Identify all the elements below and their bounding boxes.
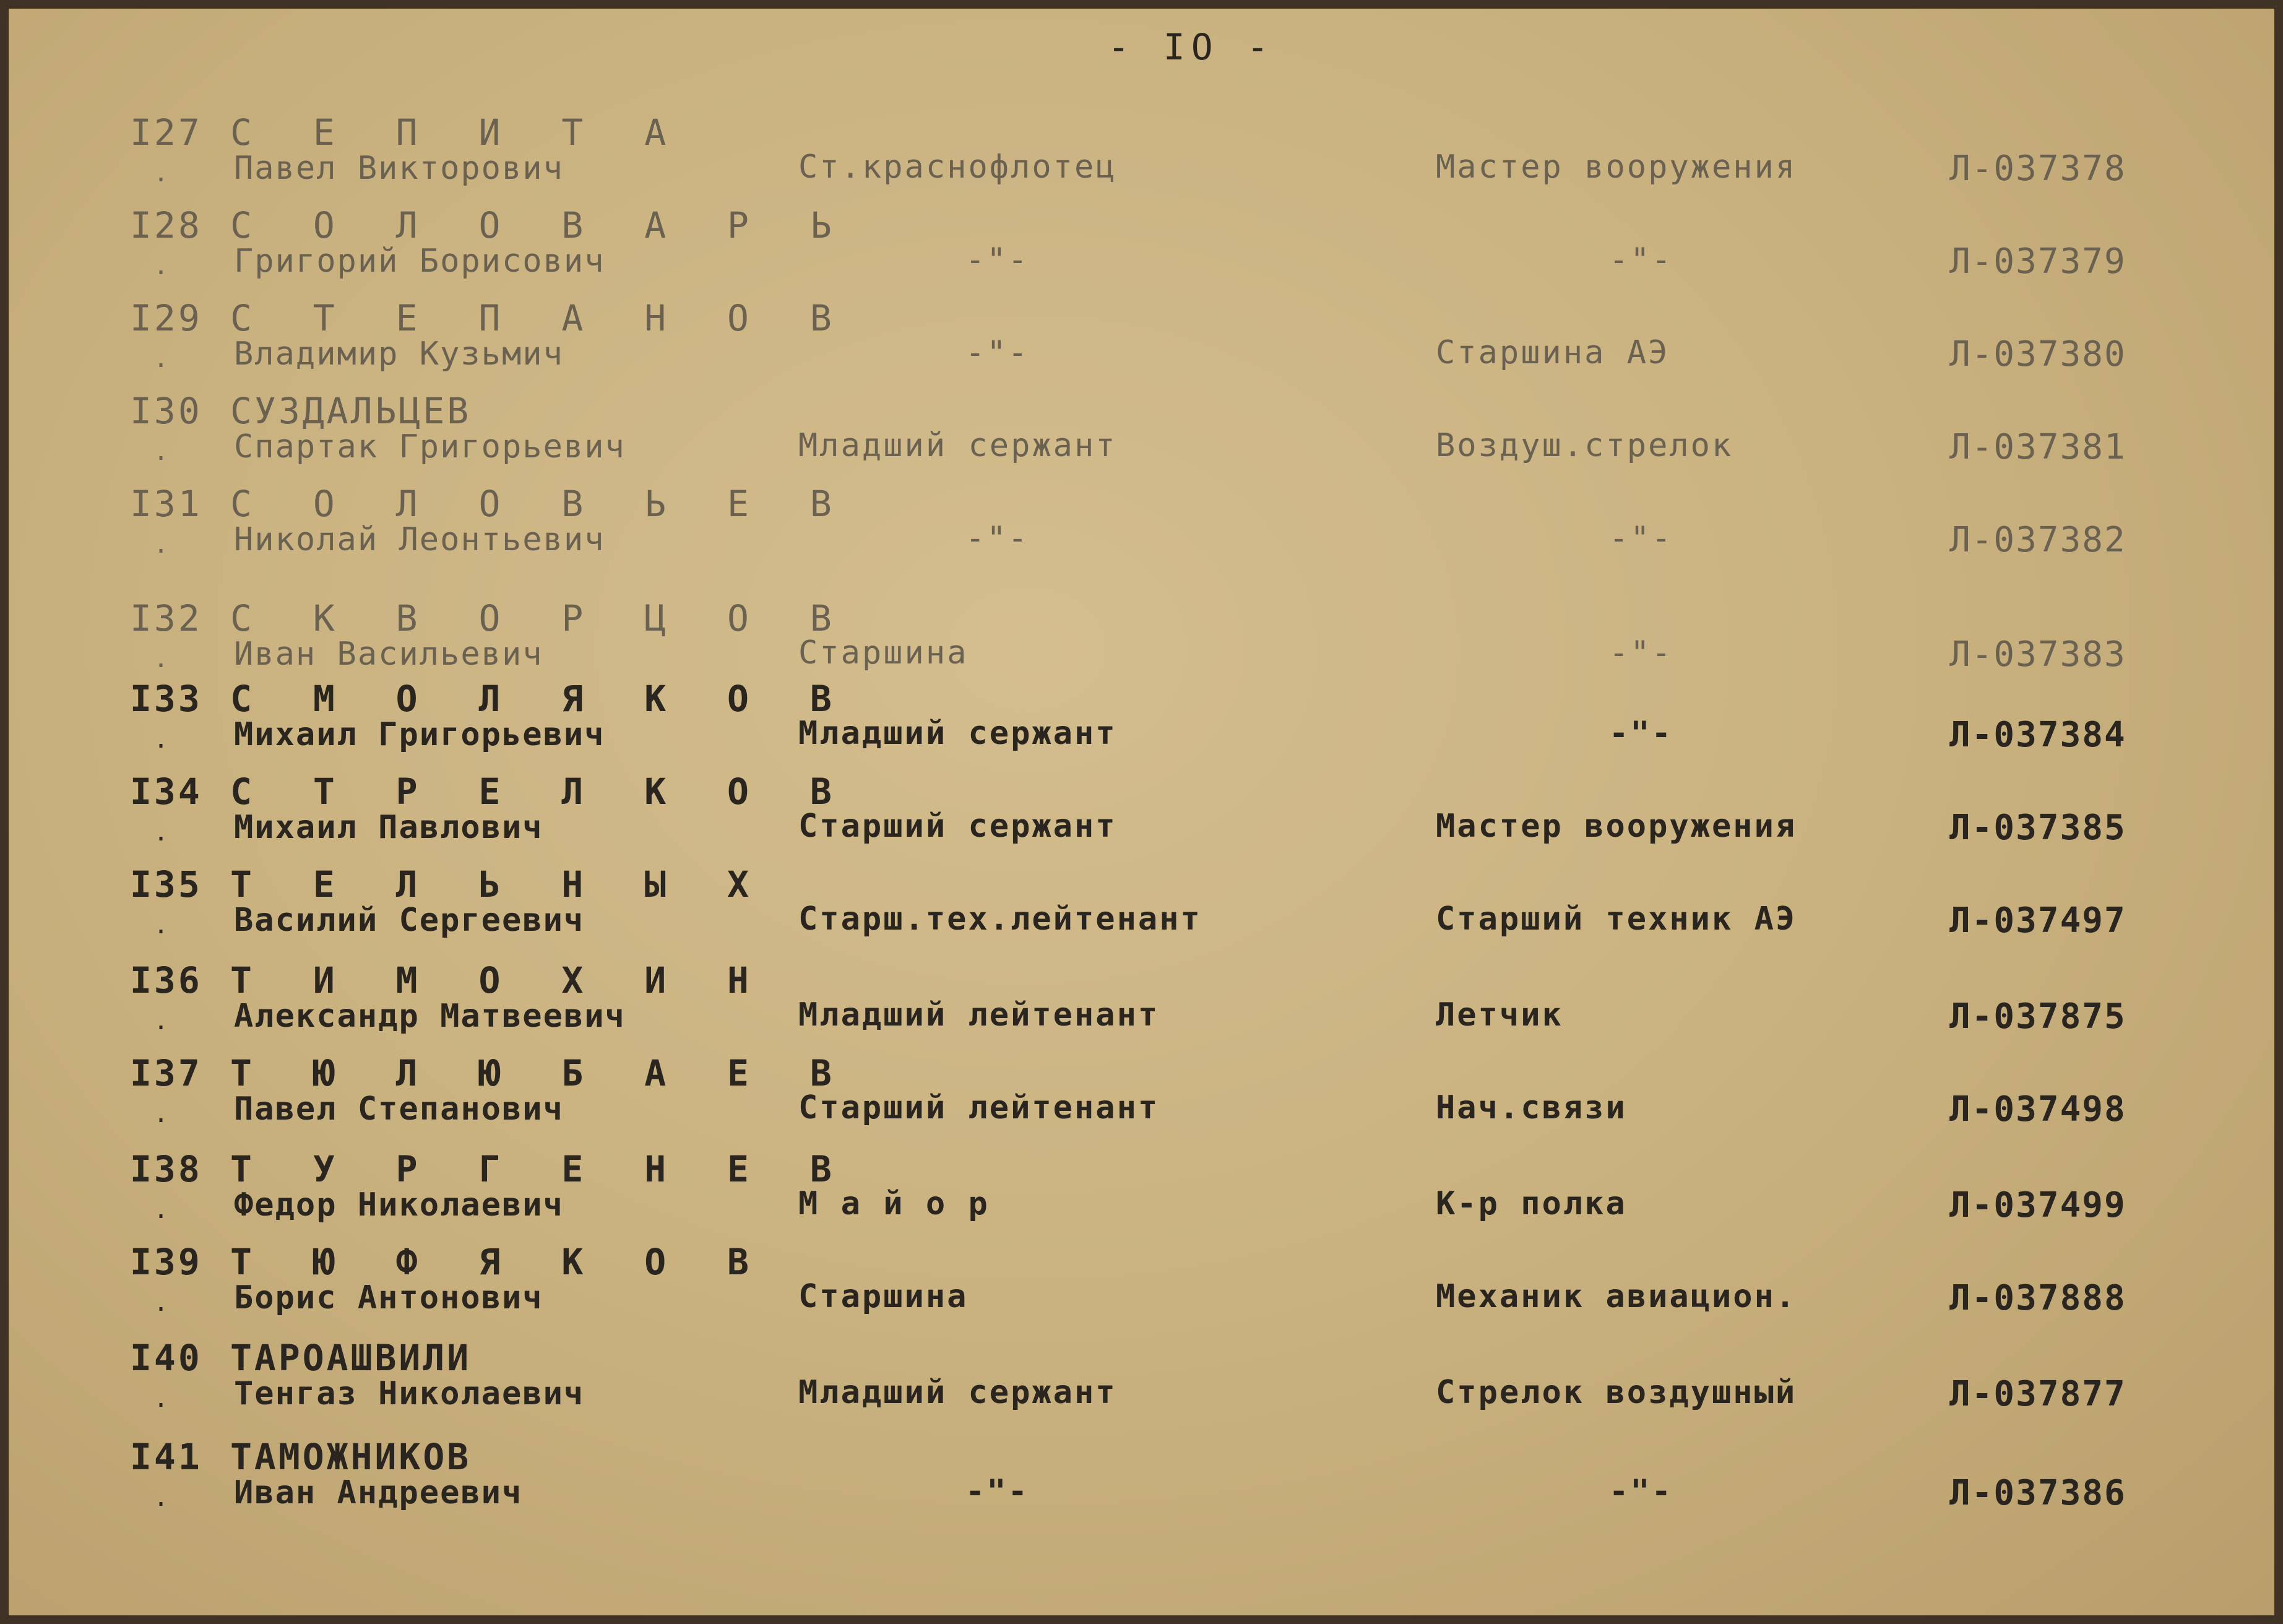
entry-number: I37 — [130, 1052, 202, 1094]
surname: ТАРОАШВИЛИ — [230, 1337, 472, 1379]
entry-number: I40 — [130, 1337, 202, 1379]
entry-number: I31 — [130, 483, 202, 525]
list-row — [0, 1052, 2283, 1145]
award-code: Л-037381 — [1949, 427, 2126, 467]
duty-position: -"- — [1609, 715, 1673, 752]
margin-dot: · — [153, 1107, 169, 1135]
duty-position: Мастер вооружения — [1436, 149, 1797, 186]
given-names: Спартак Григорьевич — [234, 428, 626, 465]
surname: С К В О Р Ц О В — [230, 597, 852, 639]
given-names: Тенгаз Николаевич — [234, 1375, 585, 1412]
duty-position: Старшина АЭ — [1436, 334, 1670, 371]
entry-number: I28 — [130, 204, 202, 246]
list-row — [0, 1337, 2283, 1430]
entry-number: I39 — [130, 1241, 202, 1283]
surname: С Т Е П А Н О В — [230, 297, 852, 339]
rank: Младший лейтенант — [798, 996, 1160, 1034]
surname: Т Ю Л Ю Б А Е В — [230, 1052, 852, 1094]
rank: Старшина — [798, 634, 969, 672]
rank: Ст.краснофлотец — [798, 149, 1117, 186]
award-code: Л-037497 — [1949, 901, 2126, 941]
list-row — [0, 1436, 2283, 1529]
margin-dot: · — [153, 732, 169, 761]
rank: М а й о р — [798, 1185, 990, 1222]
duty-position: -"- — [1609, 241, 1673, 279]
surname: С Е П И Т А — [230, 111, 686, 153]
duty-position: Старший техник АЭ — [1436, 901, 1797, 938]
entry-number: I32 — [130, 597, 202, 639]
margin-dot: · — [153, 537, 169, 566]
surname: Т У Р Г Е Н Е В — [230, 1148, 852, 1190]
surname: Т И М О Х И Н — [230, 959, 769, 1001]
award-code: Л-037384 — [1949, 715, 2126, 755]
list-row — [0, 863, 2283, 956]
award-code: Л-037378 — [1949, 149, 2126, 189]
award-code: Л-037877 — [1949, 1374, 2126, 1414]
given-names: Иван Андреевич — [234, 1474, 523, 1511]
rank: -"- — [965, 520, 1029, 557]
rank: Старший сержант — [798, 808, 1117, 845]
rank: -"- — [965, 241, 1029, 279]
duty-position: К-р полка — [1436, 1185, 1627, 1222]
duty-position: Воздуш.стрелок — [1436, 427, 1733, 464]
given-names: Павел Викторович — [234, 150, 564, 187]
rank: Младший сержант — [798, 1374, 1117, 1411]
list-row — [0, 483, 2283, 576]
entry-number: I29 — [130, 297, 202, 339]
entry-number: I30 — [130, 390, 202, 432]
given-names: Григорий Борисович — [234, 243, 605, 280]
entry-number: I41 — [130, 1436, 202, 1478]
award-code: Л-037888 — [1949, 1278, 2126, 1318]
surname: С О Л О В А Р Ь — [230, 204, 852, 246]
surname: СУЗДАЛЬЦЕВ — [230, 390, 472, 432]
page-number: - IO - — [1108, 26, 1275, 68]
margin-dot: · — [153, 1490, 169, 1519]
award-code: Л-037379 — [1949, 241, 2126, 282]
list-row — [0, 959, 2283, 1052]
entry-number: I33 — [130, 678, 202, 720]
list-row — [0, 678, 2283, 771]
award-code: Л-037385 — [1949, 808, 2126, 848]
given-names: Александр Матвеевич — [234, 998, 626, 1035]
given-names: Борис Антонович — [234, 1279, 543, 1316]
given-names: Василий Сергеевич — [234, 902, 585, 939]
given-names: Михаил Григорьевич — [234, 716, 605, 753]
award-code: Л-037380 — [1949, 334, 2126, 374]
given-names: Иван Васильевич — [234, 636, 543, 673]
entry-number: I27 — [130, 111, 202, 153]
given-names: Павел Степанович — [234, 1091, 564, 1128]
rank: Младший сержант — [798, 427, 1117, 464]
given-names: Николай Леонтьевич — [234, 521, 605, 558]
list-row — [0, 204, 2283, 297]
entry-number: I34 — [130, 771, 202, 813]
entry-number: I35 — [130, 863, 202, 905]
rank: Старш.тех.лейтенант — [798, 901, 1202, 938]
award-code: Л-037875 — [1949, 996, 2126, 1037]
list-row — [0, 297, 2283, 390]
award-code: Л-037498 — [1949, 1089, 2126, 1129]
list-row — [0, 390, 2283, 483]
given-names: Владимир Кузьмич — [234, 335, 564, 373]
list-row — [0, 771, 2283, 863]
surname: Т Е Л Ь Н Ы Х — [230, 863, 769, 905]
award-code: Л-037383 — [1949, 634, 2126, 675]
duty-position: Нач.связи — [1436, 1089, 1627, 1126]
margin-dot: · — [153, 1014, 169, 1042]
rank: -"- — [965, 1473, 1029, 1510]
margin-dot: · — [153, 1203, 169, 1231]
margin-dot: · — [153, 918, 169, 946]
duty-position: Механик авиацион. — [1436, 1278, 1797, 1315]
margin-dot: · — [153, 1391, 169, 1420]
given-names: Федор Николаевич — [234, 1186, 564, 1224]
award-code: Л-037499 — [1949, 1185, 2126, 1225]
given-names: Михаил Павлович — [234, 809, 543, 846]
list-row — [0, 597, 2283, 690]
margin-dot: · — [153, 1295, 169, 1324]
entry-number: I36 — [130, 959, 202, 1001]
award-code: Л-037386 — [1949, 1473, 2126, 1513]
list-row — [0, 111, 2283, 204]
surname: С Т Р Е Л К О В — [230, 771, 852, 813]
margin-dot: · — [153, 259, 169, 287]
rank: Старшина — [798, 1278, 969, 1315]
rank: Старший лейтенант — [798, 1089, 1160, 1126]
duty-position: Летчик — [1436, 996, 1563, 1034]
surname: С О Л О В Ь Е В — [230, 483, 852, 525]
margin-dot: · — [153, 166, 169, 194]
rank: -"- — [965, 334, 1029, 371]
duty-position: Мастер вооружения — [1436, 808, 1797, 845]
margin-dot: · — [153, 825, 169, 853]
margin-dot: · — [153, 352, 169, 380]
surname: ТАМОЖНИКОВ — [230, 1436, 472, 1478]
margin-dot: · — [153, 444, 169, 473]
duty-position: -"- — [1609, 1473, 1673, 1510]
surname: С М О Л Я К О В — [230, 678, 852, 720]
duty-position: -"- — [1609, 520, 1673, 557]
surname: Т Ю Ф Я К О В — [230, 1241, 769, 1283]
duty-position: -"- — [1609, 634, 1673, 672]
duty-position: Стрелок воздушный — [1436, 1374, 1797, 1411]
list-row — [0, 1148, 2283, 1241]
margin-dot: · — [153, 652, 169, 680]
list-row — [0, 1241, 2283, 1334]
award-code: Л-037382 — [1949, 520, 2126, 560]
entry-number: I38 — [130, 1148, 202, 1190]
rank: Младший сержант — [798, 715, 1117, 752]
